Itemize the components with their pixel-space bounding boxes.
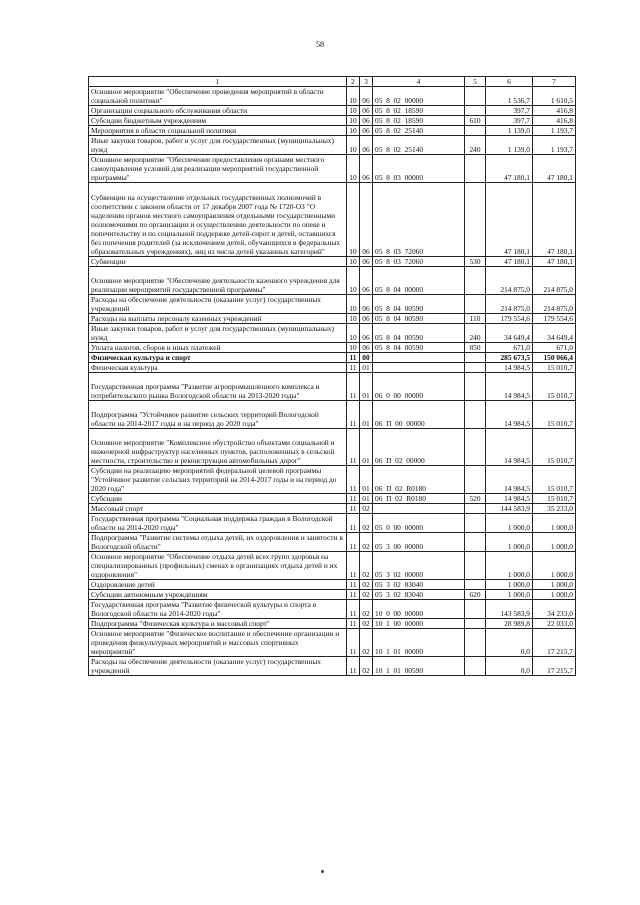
table-row xyxy=(89,295,576,314)
row-name: Субвенции на осуществление отдельных государственных полномочий в соответствии с законом области от 17 декабря 2007 года № 1720-ОЗ "О наделении органов местного самоуправления отдельными государственными полномочиями по организации и осуществлению деятельности по опеке и попечительству и по социальной поддержке детей-сирот и детей, оставшихся без попечения родителей (за исключением детей, обучающихся в федеральных образовательных учреждениях), лиц из числа детей указанных категорий" xyxy=(89,183,347,257)
row-name: Уплата налогов, сборов и иных платежей xyxy=(89,343,347,353)
row-target-code: 05 8 02 18590 xyxy=(373,106,465,116)
row-section: 11 xyxy=(347,552,360,580)
row-section: 11 xyxy=(347,580,360,590)
row-amount-2019: 15 010,7 xyxy=(533,401,576,429)
row-section: 10 xyxy=(347,155,360,183)
row-name: Подпрограмма "Физическая культура и массовый спорт" xyxy=(89,619,347,629)
row-amount-2018: 47 180,1 xyxy=(486,183,533,257)
row-amount-2019: 1 000,0 xyxy=(533,552,576,580)
row-section: 10 xyxy=(347,136,360,155)
row-amount-2018: 1 139,0 xyxy=(486,136,533,155)
row-name: Субвенции xyxy=(89,257,347,267)
row-name: Физическая культура и спорт xyxy=(89,353,347,363)
row-expense-type xyxy=(465,183,486,257)
row-expense-type xyxy=(465,619,486,629)
table-row xyxy=(89,514,576,533)
row-subsection: 02 xyxy=(360,580,373,590)
row-target-code: 05 8 02 00000 xyxy=(373,87,465,106)
header-cell: 7 xyxy=(533,77,576,87)
row-target-code: 10 1 00 00000 xyxy=(373,619,465,629)
row-amount-2018: 14 984,5 xyxy=(486,401,533,429)
row-section: 10 xyxy=(347,183,360,257)
row-amount-2018: 285 673,5 xyxy=(486,353,533,363)
table-row xyxy=(89,363,576,373)
row-expense-type: 110 xyxy=(465,314,486,324)
row-amount-2018: 1 139,0 xyxy=(486,126,533,136)
row-amount-2019: 22 033,0 xyxy=(533,619,576,629)
table-row xyxy=(89,600,576,619)
row-expense-type xyxy=(465,106,486,116)
row-expense-type xyxy=(465,429,486,466)
row-subsection: 06 xyxy=(360,257,373,267)
row-amount-2018: 1 000,0 xyxy=(486,533,533,552)
row-amount-2019: 1 000,0 xyxy=(533,590,576,600)
row-name: Массовый спорт xyxy=(89,504,347,514)
row-section: 11 xyxy=(347,373,360,401)
row-subsection: 06 xyxy=(360,126,373,136)
row-amount-2019: 214 875,0 xyxy=(533,295,576,314)
row-target-code: 10 1 01 00590 xyxy=(373,657,465,676)
row-amount-2019: 15 010,7 xyxy=(533,373,576,401)
row-subsection: 01 xyxy=(360,363,373,373)
row-amount-2019: 1 610,5 xyxy=(533,87,576,106)
row-amount-2019: 15 010,7 xyxy=(533,363,576,373)
row-amount-2018: 179 554,6 xyxy=(486,314,533,324)
row-section: 11 xyxy=(347,363,360,373)
row-subsection: 01 xyxy=(360,429,373,466)
row-amount-2019: 1 193,7 xyxy=(533,136,576,155)
table-row xyxy=(89,136,576,155)
row-subsection: 01 xyxy=(360,401,373,429)
table-row xyxy=(89,267,576,295)
row-subsection: 06 xyxy=(360,183,373,257)
row-target-code: 05 8 02 25140 xyxy=(373,136,465,155)
row-section: 11 xyxy=(347,600,360,619)
row-subsection: 02 xyxy=(360,590,373,600)
table-row xyxy=(89,324,576,343)
table-row xyxy=(89,343,576,353)
row-expense-type xyxy=(465,126,486,136)
row-name: Основное мероприятие "Физическое воспитание и обеспечение организации и проведения физкультурных мероприятий и массовых спортивных мероприятий" xyxy=(89,629,347,657)
table-row xyxy=(89,533,576,552)
row-section: 10 xyxy=(347,267,360,295)
row-amount-2018: 14 984,5 xyxy=(486,429,533,466)
row-subsection: 00 xyxy=(360,353,373,363)
row-amount-2018: 143 583,9 xyxy=(486,600,533,619)
row-expense-type xyxy=(465,353,486,363)
row-target-code: 05 3 02 83040 xyxy=(373,580,465,590)
row-expense-type xyxy=(465,155,486,183)
row-amount-2018: 1 000,0 xyxy=(486,590,533,600)
row-amount-2019: 17 215,7 xyxy=(533,629,576,657)
table-row xyxy=(89,552,576,580)
row-amount-2019: 34 233,0 xyxy=(533,600,576,619)
row-amount-2019: 1 000,0 xyxy=(533,514,576,533)
table-row xyxy=(89,629,576,657)
row-name: Субсидии xyxy=(89,494,347,504)
table-row xyxy=(89,590,576,600)
row-expense-type xyxy=(465,629,486,657)
row-target-code: 06 П 02 00000 xyxy=(373,429,465,466)
row-expense-type xyxy=(465,514,486,533)
row-amount-2019: 1 000,0 xyxy=(533,580,576,590)
row-amount-2018: 47 180,1 xyxy=(486,155,533,183)
row-subsection: 01 xyxy=(360,494,373,504)
row-amount-2018: 144 583,9 xyxy=(486,504,533,514)
row-section: 11 xyxy=(347,590,360,600)
row-section: 10 xyxy=(347,257,360,267)
row-target-code: 05 8 03 00000 xyxy=(373,155,465,183)
row-amount-2018: 14 984,5 xyxy=(486,494,533,504)
row-amount-2019: 214 875,0 xyxy=(533,267,576,295)
row-target-code xyxy=(373,504,465,514)
row-section: 10 xyxy=(347,116,360,126)
row-subsection: 06 xyxy=(360,116,373,126)
row-section: 11 xyxy=(347,353,360,363)
row-section: 11 xyxy=(347,629,360,657)
row-amount-2018: 214 875,0 xyxy=(486,267,533,295)
row-section: 11 xyxy=(347,494,360,504)
row-amount-2019: 150 066,4 xyxy=(533,353,576,363)
row-target-code: 05 8 02 25140 xyxy=(373,126,465,136)
table-row xyxy=(89,429,576,466)
table-row xyxy=(89,155,576,183)
row-amount-2019: 34 649,4 xyxy=(533,324,576,343)
row-expense-type xyxy=(465,87,486,106)
row-expense-type: 520 xyxy=(465,494,486,504)
row-subsection: 02 xyxy=(360,552,373,580)
row-section: 11 xyxy=(347,619,360,629)
row-expense-type xyxy=(465,600,486,619)
row-subsection: 02 xyxy=(360,600,373,619)
row-target-code xyxy=(373,353,465,363)
row-amount-2018: 14 984,5 xyxy=(486,373,533,401)
header-cell: 5 xyxy=(465,77,486,87)
row-target-code: 06 П 02 R0180 xyxy=(373,466,465,494)
row-name: Иные закупки товаров, работ и услуг для государственных (муниципальных) нужд xyxy=(89,136,347,155)
row-target-code: 05 3 00 00000 xyxy=(373,533,465,552)
row-section: 11 xyxy=(347,466,360,494)
row-amount-2019: 416,8 xyxy=(533,106,576,116)
row-name: Расходы на обеспечение деятельности (оказание услуг) государственных учреждений xyxy=(89,657,347,676)
row-amount-2018: 397,7 xyxy=(486,116,533,126)
row-amount-2018: 47 180,1 xyxy=(486,257,533,267)
row-subsection: 06 xyxy=(360,324,373,343)
row-target-code: 06 П 00 00000 xyxy=(373,401,465,429)
row-name: Субсидии бюджетным учреждениям xyxy=(89,116,347,126)
row-expense-type xyxy=(465,267,486,295)
row-section: 10 xyxy=(347,106,360,116)
table-row xyxy=(89,87,576,106)
row-amount-2018: 1 000,0 xyxy=(486,514,533,533)
row-amount-2019: 47 180,1 xyxy=(533,257,576,267)
row-target-code: 05 8 04 00590 xyxy=(373,295,465,314)
row-target-code: 05 8 04 00000 xyxy=(373,267,465,295)
table-row xyxy=(89,353,576,363)
row-subsection: 06 xyxy=(360,136,373,155)
row-name: Основное мероприятие "Обеспечение отдыха детей всех групп здоровья на специализированных (профильных) сменах в организациях отдыха детей и их оздоровления" xyxy=(89,552,347,580)
row-amount-2018: 28 989,8 xyxy=(486,619,533,629)
row-section: 11 xyxy=(347,514,360,533)
row-amount-2018: 14 984,5 xyxy=(486,363,533,373)
row-subsection: 02 xyxy=(360,533,373,552)
row-section: 10 xyxy=(347,324,360,343)
row-expense-type xyxy=(465,580,486,590)
row-subsection: 02 xyxy=(360,629,373,657)
footer-dot xyxy=(321,870,324,873)
row-amount-2019: 416,8 xyxy=(533,116,576,126)
row-amount-2019: 179 554,6 xyxy=(533,314,576,324)
table-row xyxy=(89,504,576,514)
table-row xyxy=(89,373,576,401)
row-amount-2019: 15 010,7 xyxy=(533,466,576,494)
row-amount-2019: 47 180,1 xyxy=(533,155,576,183)
row-subsection: 06 xyxy=(360,314,373,324)
row-subsection: 06 xyxy=(360,295,373,314)
row-name: Основное мероприятие "Обеспечение предоставления органами местного самоуправления условий для реализации мероприятий государственной программы" xyxy=(89,155,347,183)
row-section: 10 xyxy=(347,295,360,314)
row-amount-2019: 1 000,0 xyxy=(533,533,576,552)
row-target-code: 10 0 00 00000 xyxy=(373,600,465,619)
row-name: Основное мероприятие "Обеспечение проведения мероприятий в области социальной политики" xyxy=(89,87,347,106)
row-expense-type xyxy=(465,504,486,514)
row-target-code: 05 0 00 00000 xyxy=(373,514,465,533)
row-name: Иные закупки товаров, работ и услуг для государственных (муниципальных) нужд xyxy=(89,324,347,343)
row-section: 10 xyxy=(347,343,360,353)
row-name: Государственная программа "Развитие агропромышленного комплекса и потребительского рынка Вологодской области на 2013-2020 годы" xyxy=(89,373,347,401)
table-row xyxy=(89,657,576,676)
row-section: 11 xyxy=(347,401,360,429)
row-name: Мероприятия в области социальной политики xyxy=(89,126,347,136)
row-name: Расходы на обеспечение деятельности (оказание услуг) государственных учреждений xyxy=(89,295,347,314)
row-amount-2019: 1 193,7 xyxy=(533,126,576,136)
header-cell: 6 xyxy=(486,77,533,87)
row-target-code: 05 8 03 72060 xyxy=(373,183,465,257)
row-target-code: 05 8 02 18590 xyxy=(373,116,465,126)
row-expense-type: 850 xyxy=(465,343,486,353)
row-amount-2018: 1 000,0 xyxy=(486,580,533,590)
table-row xyxy=(89,116,576,126)
table-row xyxy=(89,466,576,494)
row-subsection: 01 xyxy=(360,466,373,494)
row-amount-2018: 671,0 xyxy=(486,343,533,353)
row-section: 11 xyxy=(347,657,360,676)
table-row xyxy=(89,401,576,429)
row-expense-type xyxy=(465,552,486,580)
header-row xyxy=(89,77,576,87)
row-expense-type: 240 xyxy=(465,324,486,343)
row-name: Оздоровление детей xyxy=(89,580,347,590)
row-name: Субсидии автономным учреждениям xyxy=(89,590,347,600)
budget-table xyxy=(88,76,576,676)
row-amount-2018: 34 649,4 xyxy=(486,324,533,343)
row-expense-type xyxy=(465,466,486,494)
row-name: Подпрограмма "Развитие системы отдыха детей, их оздоровления и занятости в Вологодской области" xyxy=(89,533,347,552)
header-cell: 2 xyxy=(347,77,360,87)
row-subsection: 02 xyxy=(360,514,373,533)
row-expense-type xyxy=(465,295,486,314)
row-target-code: 05 8 04 00590 xyxy=(373,324,465,343)
table-row xyxy=(89,314,576,324)
row-section: 11 xyxy=(347,429,360,466)
row-name: Подпрограмма "Устойчивое развитие сельских территорий Вологодской области на 2014-2017 годы и на период до 2020 года" xyxy=(89,401,347,429)
row-subsection: 06 xyxy=(360,106,373,116)
row-amount-2018: 214 875,0 xyxy=(486,295,533,314)
row-target-code: 05 3 02 83040 xyxy=(373,590,465,600)
row-amount-2019: 47 180,1 xyxy=(533,183,576,257)
row-subsection: 06 xyxy=(360,343,373,353)
row-subsection: 02 xyxy=(360,619,373,629)
row-target-code xyxy=(373,363,465,373)
row-target-code: 05 3 02 00000 xyxy=(373,552,465,580)
row-expense-type: 240 xyxy=(465,136,486,155)
row-expense-type xyxy=(465,657,486,676)
header-cell: 1 xyxy=(89,77,347,87)
row-expense-type: 610 xyxy=(465,116,486,126)
row-name: Государственная программа "Социальная поддержка граждан в Вологодской области на 2014-2020 годы" xyxy=(89,514,347,533)
table-row xyxy=(89,106,576,116)
row-subsection: 01 xyxy=(360,373,373,401)
row-amount-2019: 671,0 xyxy=(533,343,576,353)
table-row xyxy=(89,580,576,590)
page-number: 58 xyxy=(316,40,324,49)
row-section: 10 xyxy=(347,87,360,106)
row-amount-2018: 0,0 xyxy=(486,657,533,676)
row-amount-2019: 35 233,0 xyxy=(533,504,576,514)
row-name: Государственная программа "Развитие физической культуры и спорта в Вологодской области на 2014-2020 годы" xyxy=(89,600,347,619)
row-subsection: 06 xyxy=(360,155,373,183)
row-name: Основное мероприятие "Обеспечение деятельности казенного учреждения для реализации мероприятий государственной программы" xyxy=(89,267,347,295)
table-row xyxy=(89,183,576,257)
row-subsection: 06 xyxy=(360,87,373,106)
row-amount-2018: 14 984,5 xyxy=(486,466,533,494)
row-expense-type xyxy=(465,363,486,373)
row-amount-2018: 1 000,0 xyxy=(486,552,533,580)
header-cell: 4 xyxy=(373,77,465,87)
row-name: Расходы на выплаты персоналу казенных учреждений xyxy=(89,314,347,324)
row-target-code: 06 П 02 R0180 xyxy=(373,494,465,504)
row-expense-type: 530 xyxy=(465,257,486,267)
row-target-code: 10 1 01 00000 xyxy=(373,629,465,657)
row-target-code: 05 8 03 72060 xyxy=(373,257,465,267)
row-expense-type xyxy=(465,533,486,552)
row-subsection: 02 xyxy=(360,657,373,676)
row-section: 11 xyxy=(347,504,360,514)
row-amount-2019: 15 010,7 xyxy=(533,429,576,466)
row-section: 11 xyxy=(347,533,360,552)
row-amount-2018: 397,7 xyxy=(486,106,533,116)
row-amount-2018: 1 536,7 xyxy=(486,87,533,106)
table-row xyxy=(89,257,576,267)
row-name: Физическая культура xyxy=(89,363,347,373)
row-expense-type xyxy=(465,401,486,429)
row-name: Основное мероприятие "Комплексное обустройство объектами социальной и инженерной инфраструктур населенных пунктов, расположенных в сельской местности, строительство и реконструкция автомобильных дорог" xyxy=(89,429,347,466)
row-expense-type: 620 xyxy=(465,590,486,600)
table-row xyxy=(89,619,576,629)
row-amount-2019: 17 215,7 xyxy=(533,657,576,676)
row-target-code: 05 8 04 00590 xyxy=(373,343,465,353)
row-name: Организации социального обслуживания области xyxy=(89,106,347,116)
table-row xyxy=(89,126,576,136)
row-expense-type xyxy=(465,373,486,401)
table-row xyxy=(89,494,576,504)
row-target-code: 05 8 04 00590 xyxy=(373,314,465,324)
row-amount-2018: 0,0 xyxy=(486,629,533,657)
row-subsection: 06 xyxy=(360,267,373,295)
row-target-code: 06 0 00 00000 xyxy=(373,373,465,401)
header-cell: 3 xyxy=(360,77,373,87)
row-section: 10 xyxy=(347,126,360,136)
row-name: Субсидии на реализацию мероприятий федеральной целевой программы "Устойчивое развитие сельских территорий на 2014-2017 годы и на период до 2020 года" xyxy=(89,466,347,494)
row-amount-2019: 15 010,7 xyxy=(533,494,576,504)
row-section: 10 xyxy=(347,314,360,324)
row-subsection: 02 xyxy=(360,504,373,514)
